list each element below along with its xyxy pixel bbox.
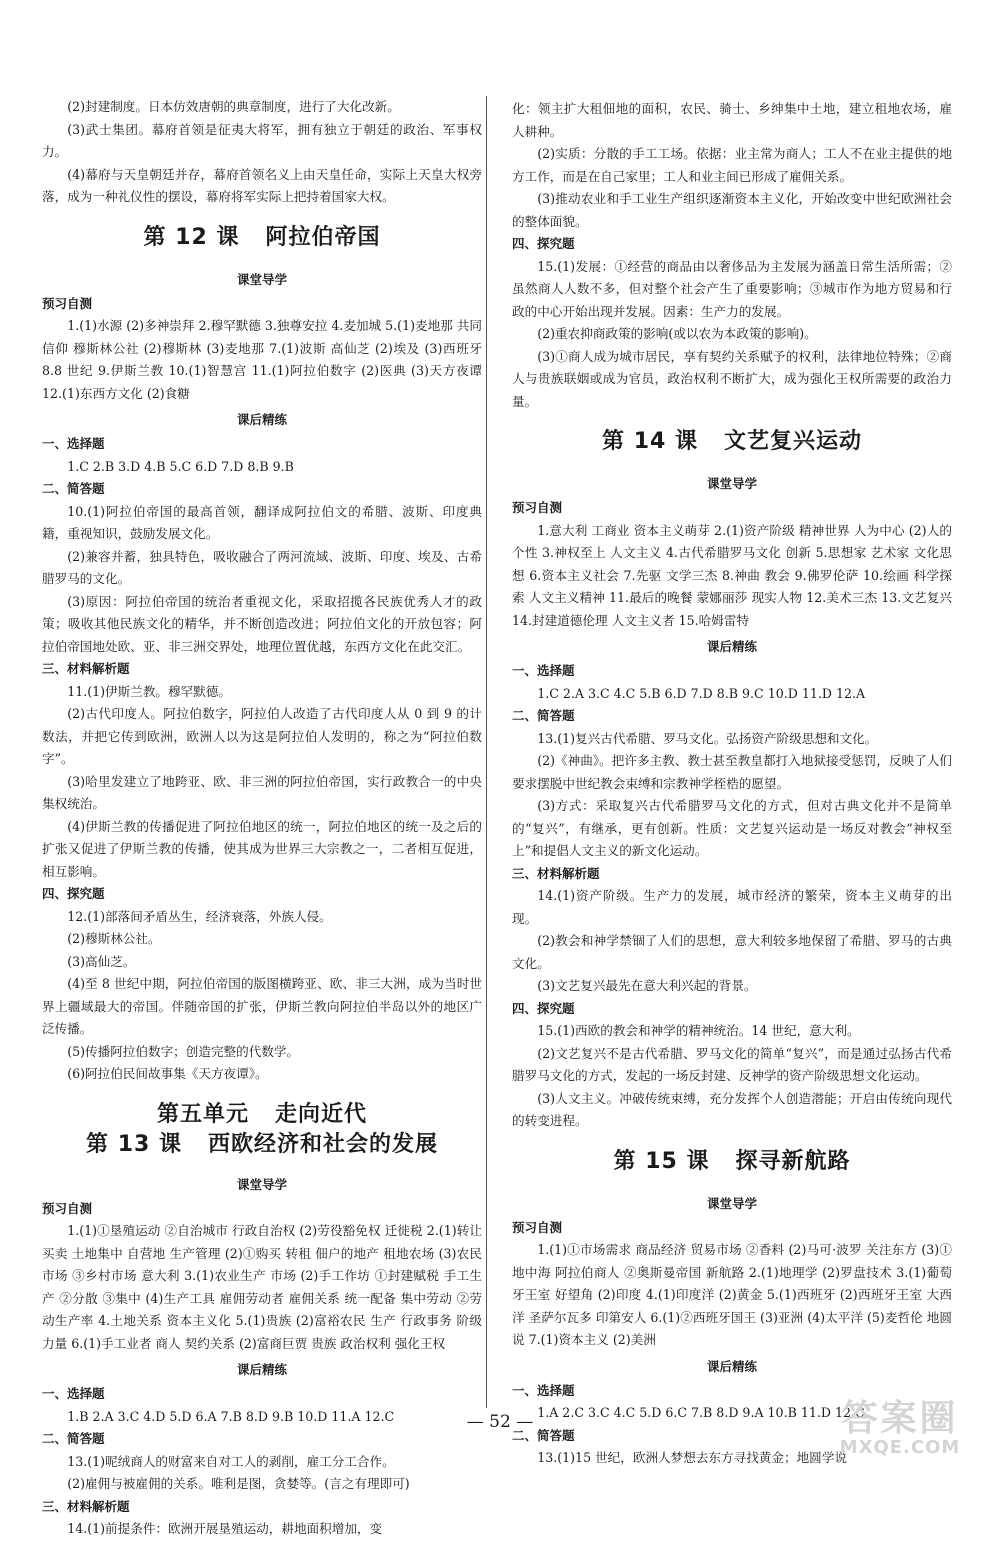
- subsection-heading: 四、探究题: [42, 886, 105, 901]
- text-paragraph: (2)文艺复兴不是古代希腊、罗马文化的简单“复兴”，而是通过弘扬古代希腊罗马文化的方式，发起的一场反封建、反神学的资产阶级思想文化运动。: [512, 1045, 952, 1083]
- text-paragraph: (2)实质：分散的手工工场。依据：业主常为商人；工人不在业主提供的地方工作，而是在自己家里；工人和业主间已形成了雇佣关系。: [512, 146, 952, 184]
- subsection-heading: 一、选择题: [42, 436, 105, 451]
- text-paragraph: 11.(1)伊斯兰教。穆罕默德。: [67, 683, 231, 699]
- subsection-heading: 四、探究题: [512, 1000, 575, 1016]
- column-divider: [486, 96, 487, 1408]
- text-paragraph: (2)雇佣与被雇佣的关系。唯利是图，贪婪等。(言之有理即可): [67, 1476, 410, 1491]
- text-paragraph: 1.A 2.C 3.C 4.C 5.D 6.C 7.B 8.D 9.A 10.B 11.D 12.C: [537, 1405, 865, 1420]
- text-paragraph: 13.(1)复兴古代希腊、罗马文化。弘扬资产阶级思想和文化。: [537, 730, 878, 746]
- text-paragraph: (2)重农抑商政策的影响(或以农为本政策的影响)。: [537, 326, 817, 341]
- text-paragraph: (2)《神曲》。把许多主教、教士甚至教皇都打入地狱接受惩罚，反映了人们要求摆脱中世纪教会束缚和宗教神学桎梏的愿望。: [512, 753, 952, 791]
- text-paragraph: 12.(1)部落间矛盾丛生，经济衰落，外族人侵。: [67, 908, 332, 924]
- text-paragraph: (3)人文主义。冲破传统束缚，充分发挥个人创造潜能；开启由传统向现代的转变进程。: [512, 1090, 952, 1128]
- text-paragraph: 14.(1)资产阶级。生产力的发展，城市经济的繁荣，资本主义萌芽的出现。: [512, 888, 952, 926]
- subsection-heading: 二、简答题: [42, 1431, 105, 1446]
- text-paragraph: (2)兼容并蓄，独具特色，吸收融合了两河流域、波斯、印度、埃及、古希腊罗马的文化。: [42, 548, 482, 586]
- subsection-heading: 二、简答题: [512, 1427, 575, 1443]
- section-heading: 课后精练: [706, 639, 757, 654]
- text-paragraph: 1.C 2.B 3.D 4.B 5.C 6.D 7.D 8.B 9.B: [67, 458, 294, 474]
- watermark-logo-text: 答案圈: [841, 1398, 959, 1439]
- watermark-logo: [820, 1400, 980, 1462]
- text-paragraph: 10.(1)阿拉伯帝国的最高首领，翻译成阿拉伯文的希腊、波斯、印度典籍，重视知识，鼓励发展文化。: [42, 503, 482, 541]
- section-heading: 课堂导学: [236, 1176, 287, 1192]
- text-paragraph: 14.(1)前提条件：欧洲开展垦殖运动，耕地面积增加，变: [67, 1521, 383, 1536]
- section-heading: 课堂导学: [706, 476, 757, 491]
- lesson-title: 第 14 课 文艺复兴运动: [602, 429, 862, 454]
- subsection-heading: 四、探究题: [512, 236, 575, 251]
- subsection-heading: 预习自测: [42, 1200, 93, 1216]
- left-column: [42, 96, 482, 1541]
- lesson-title: 第 15 课 探寻新航路: [613, 1148, 851, 1174]
- text-paragraph: (3)推动农业和手工业生产组织逐渐资本主义化，开始改变中世纪欧洲社会的整体面貌。: [512, 191, 952, 229]
- text-paragraph: 1.(1)水源 (2)多神崇拜 2.穆罕默德 3.独尊安拉 4.麦加城 5.(1)麦地那 共同信仰 穆斯林公社 (2)穆斯林 (3)麦地那 7.(1)波斯 高仙芝 (2)埃及 (3)西班牙 8.8 世纪 9.伊斯兰教 10.(1)智慧宫 11.(1)阿拉伯数字 (2)医典 (3)天方夜谭 12.(1)东西方文化 (2)食糖: [42, 318, 482, 401]
- subsection-heading: 三、材料解析题: [42, 661, 130, 676]
- text-paragraph: 1.(1)①市场需求 商品经济 贸易市场 ②香料 (2)马可·波罗 关注东方 (3)①地中海 阿拉伯商人 ②奥斯曼帝国 新航路 2.(1)地理学 (2)罗盘技术 3.(1)葡萄牙王室 好望角 (2)印度 4.(1)印度洋 (2)黄金 5.(1)西班牙 (2)西班牙王室 大西洋 圣萨尔瓦多 印第安人 6.(1)②西班牙国王 (3)亚洲 (4)太平洋 (5)麦哲伦 地圆说 7.(1)资本主义 (2)美洲: [512, 1242, 952, 1347]
- text-paragraph: 1.B 2.A 3.C 4.D 5.D 6.A 7.B 8.D 9.B 10.D 11.A 12.C: [67, 1408, 395, 1424]
- text-paragraph: (3)文艺复兴最先在意大利兴起的背景。: [537, 978, 757, 993]
- subsection-heading: 预习自测: [512, 500, 563, 515]
- text-paragraph: 1.意大利 工商业 资本主义萌芽 2.(1)资产阶级 精神世界 人为中心 (2)人的个性 3.神权至上 人文主义 4.古代希腊罗马文化 创新 5.思想家 艺术家 文化思想 6.资本主义社会 7.先驱 文学三杰 8.神曲 教会 9.佛罗伦萨 10.绘画 科学探索 人文主义精神 11.最后的晚餐 蒙娜丽莎 现实人物 12.美术三杰 13.文艺复兴 14.封建道德伦理 人文主义者 15.哈姆雷特: [512, 522, 952, 628]
- subsection-heading: 二、简答题: [42, 481, 105, 496]
- text-paragraph: 化：领主扩大租佃地的面积，农民、骑士、乡绅集中土地，建立租地农场，雇人耕种。: [512, 101, 952, 139]
- text-paragraph: (6)阿拉伯民间故事集《天方夜谭》。: [67, 1066, 268, 1081]
- text-paragraph: 15.(1)发展：①经营的商品由以奢侈品为主发展为涵盖日常生活所需；②虽然商人人数不多，但对整个社会产生了重要影响；③城市作为地方贸易和行政的中心开始出现并发展。因素：生产力的发展。: [512, 258, 952, 319]
- text-paragraph: (2)穆斯林公社。: [67, 931, 161, 946]
- subsection-heading: 三、材料解析题: [42, 1498, 130, 1514]
- text-paragraph: (3)①商人成为城市居民，享有契约关系赋予的权利，法律地位特殊；②商人与贵族联姻或成为官员，政治权利不断扩大，成为强化王权所需要的政治力量。: [512, 348, 952, 409]
- section-heading: 课后精练: [706, 1358, 757, 1374]
- text-paragraph: (4)伊斯兰教的传播促进了阿拉伯地区的统一，阿拉伯地区的统一及之后的扩张又促进了伊斯兰教的传播，使其成为世界三大宗教之一，二者相互促进，相互影响。: [42, 818, 482, 879]
- page-number: — 52 —: [466, 1412, 534, 1432]
- text-paragraph: (3)武士集团。幕府首领是征夷大将军，拥有独立于朝廷的政治、军事权力。: [42, 121, 482, 159]
- section-heading: 课堂导学: [706, 1195, 757, 1211]
- text-paragraph: (4)幕府与天皇朝廷并存，幕府首领名义上由天皇任命，实际上天皇大权旁落，成为一种礼仪性的摆设，幕府将军实际上把持着国家大权。: [42, 166, 482, 204]
- text-paragraph: (2)古代印度人。阿拉伯数字，阿拉伯人改造了古代印度人从 0 到 9 的计数法，并把它传到欧洲，欧洲人以为这是阿拉伯人发明的，称之为“阿拉伯数字”。: [42, 706, 482, 766]
- subsection-heading: 预习自测: [512, 1219, 563, 1235]
- right-column: [512, 98, 952, 1470]
- subsection-heading: 一、选择题: [42, 1386, 105, 1401]
- subsection-heading: 预习自测: [42, 295, 93, 311]
- unit-title: 第五单元 走向近代: [157, 1101, 367, 1127]
- section-heading: 课后精练: [236, 412, 287, 427]
- section-heading: 课堂导学: [236, 271, 287, 287]
- subsection-heading: 一、选择题: [512, 1382, 575, 1398]
- text-paragraph: (3)原因：阿拉伯帝国的统治者重视文化，采取招揽各民族优秀人才的政策；吸收其他民族文化的精华，并不断创造改进；阿拉伯文化的开放包容；阿拉伯帝国地处欧、亚、非三洲交界处，地理位置优越，东西方文化在此交汇。: [42, 593, 482, 654]
- subsection-heading: 三、材料解析题: [512, 865, 600, 881]
- text-paragraph: 13.(1)呢绒商人的财富来自对工人的剥削，雇工分工合作。: [67, 1453, 395, 1469]
- text-paragraph: 1.C 2.A 3.C 4.C 5.B 6.D 7.D 8.B 9.C 10.D 11.D 12.A: [537, 685, 866, 701]
- text-paragraph: (5)传播阿拉伯数字；创造完整的代数学。: [67, 1043, 300, 1059]
- text-paragraph: (3)方式：采取复兴古代希腊罗马文化的方式，但对古典文化并不是简单的“复兴”，有继承，更有创新。性质：文艺复兴运动是一场反对教会“神权至上”和提倡人文主义的新文化运动。: [512, 798, 952, 858]
- lesson-title: 第 12 课 阿拉伯帝国: [143, 224, 381, 250]
- text-paragraph: (4)至 8 世纪中期，阿拉伯帝国的版图横跨亚、欧、非三大洲，成为当时世界上疆域最大的帝国。伴随帝国的扩张，伊斯兰教向阿拉伯半岛以外的地区广泛传播。: [42, 976, 482, 1036]
- section-heading: 课后精练: [236, 1362, 287, 1377]
- lesson-title: 第 13 课 西欧经济和社会的发展: [86, 1131, 438, 1157]
- text-paragraph: (3)哈里发建立了地跨亚、欧、非三洲的阿拉伯帝国，实行政教合一的中央集权统治。: [42, 773, 482, 811]
- watermark-url: MXQE.COM: [839, 1437, 961, 1458]
- subsection-heading: 二、简答题: [512, 708, 575, 723]
- text-paragraph: (2)教会和神学禁锢了人们的思想，意大利较多地保留了希腊、罗马的古典文化。: [512, 933, 952, 971]
- text-paragraph: (2)封建制度。日本仿效唐朝的典章制度，进行了大化改新。: [67, 99, 400, 114]
- text-paragraph: 15.(1)西欧的教会和神学的精神统治。14 世纪，意大利。: [537, 1023, 860, 1038]
- text-paragraph: 13.(1)15 世纪，欧洲人梦想去东方寻找黄金；地圆学说: [537, 1450, 847, 1465]
- text-paragraph: (3)高仙芝。: [67, 953, 136, 969]
- subsection-heading: 一、选择题: [512, 663, 575, 678]
- text-paragraph: 1.(1)①垦殖运动 ②自治城市 行政自治权 (2)劳役豁免权 迁徙税 2.(1)转让 买卖 土地集中 自营地 生产管理 (2)①购买 转租 佃户的地产 租地农场 (3)农民 市场 ③乡村市场 意大利 3.(1)农业生产 市场 (2)手工作坊 ①封建赋税 手工生产 ②分散 ③集中 (4)生产工具 雇佣劳动者 雇佣关系 统一配备 集中劳动 ②劳动生产率 4.土地关系 资本主义化 5.(1)贵族 (2)富裕农民 生产 行政事务 阶级力量 6.(1)手工业者 商人 契约关系 (2)富商巨贾 贵族 政治权利 强化王权: [42, 1223, 482, 1351]
